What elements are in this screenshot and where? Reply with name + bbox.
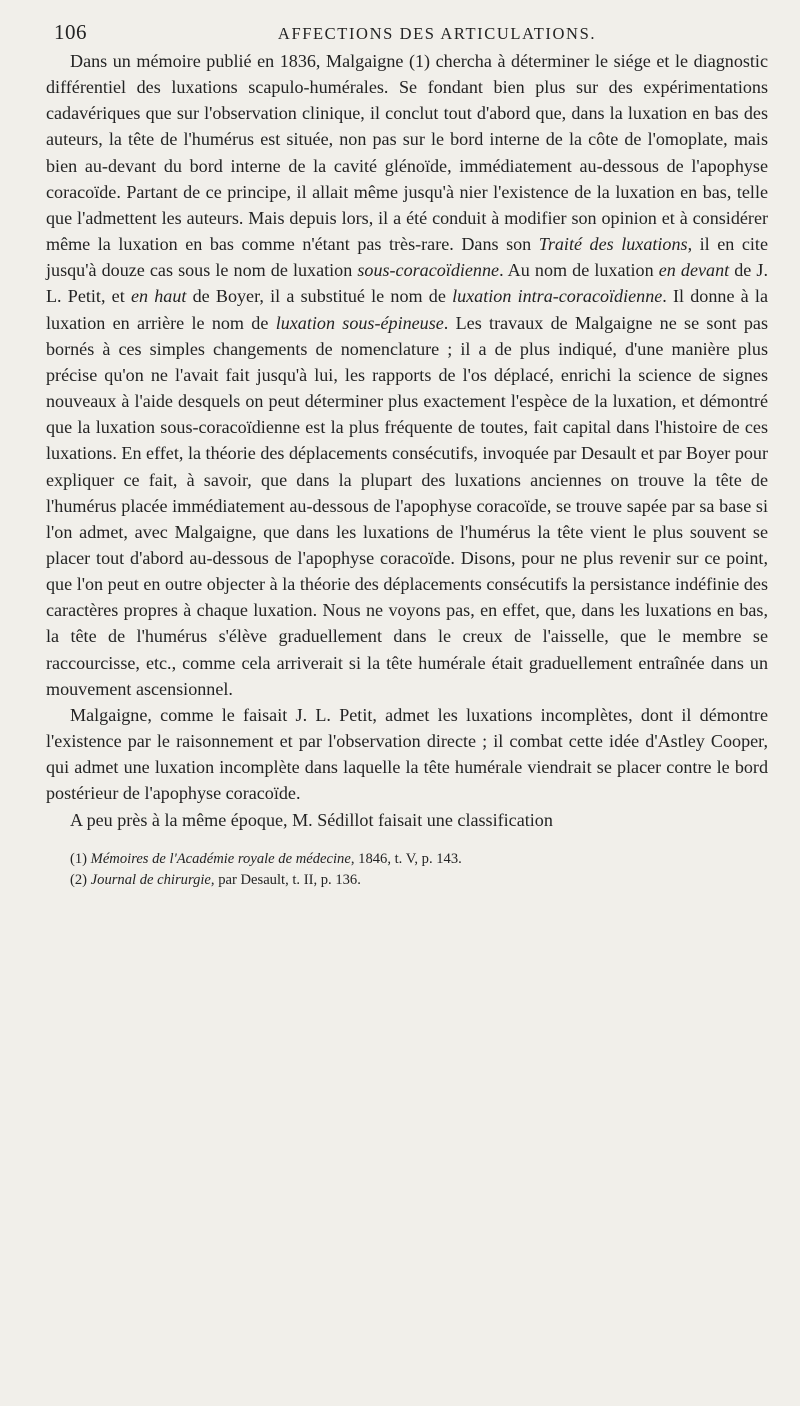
text-run: (1) (70, 850, 91, 867)
text-run: (2) (70, 871, 91, 888)
italic-text: en haut (130, 286, 187, 307)
text-run: , il en cite jusqu'à douze cas sous le nom de luxation (46, 234, 768, 281)
paragraph (46, 702, 768, 807)
text-run: , par Desault, t. II, p. 136. (210, 871, 361, 888)
body-text (46, 48, 768, 833)
text-run: de Boyer, il a substitué le nom de (186, 286, 453, 307)
italic-text: sous-coracoïdienne (357, 260, 500, 281)
page-number: 106 (54, 20, 87, 44)
text-run: , 1846, t. V, p. 143. (350, 850, 462, 867)
paragraph (46, 807, 768, 833)
text-run: A peu près à la même époque, M. Sédillot faisait une classification (70, 809, 553, 830)
italic-text: Mémoires de l'Académie royale de médecine (90, 850, 351, 867)
italic-text: Traité des luxations (538, 234, 688, 255)
text-run: . Les travaux de Malgaigne ne se sont pas bornés à ces simples changements de nomenclature ; il a de plus indiqué, d'une manière plus précise qu'on ne l'avait fait jusqu'à lui, les rapports de l'os déplacé, enrichi la science de signes nouveaux à l'aide desquels on peut déterminer plus exactement l'espèce de la luxation, et démontré que la luxation sous-coracoïdienne est la plus fréquente de toutes, fait capital dans l'histoire de ces luxations. En effet, la théorie des déplacements consécutifs, invoquée par Desault et par Boyer pour expliquer ce fait, à savoir, que dans la plupart des luxations anciennes on trouve la tête de l'humérus placée immédiatement au-dessous de l'apophyse coracoïde, se trouve sapée par sa base si l'on admet, avec Malgaigne, que dans les luxations de l'humérus la tête vient le plus souvent se placer tout d'abord au-dessous de l'apophyse coracoïde. Disons, pour ne plus revenir sur ce point, que l'on peut en outre objecter à la théorie des déplacements consécutifs la persistance indéfinie des caractères propres à chaque luxation. Nous ne voyons pas, en effet, que, dans les luxations en bas, la tête de l'humérus s'élève graduellement dans le creux de l'aisselle, que le membre se raccourcisse, etc., comme cela arriverait si la tête humérale était graduellement entraînée dans un mouvement ascensionnel. (46, 312, 768, 699)
italic-text: Journal de chirurgie (90, 871, 211, 888)
running-title: AFFECTIONS DES ARTICULATIONS. (277, 24, 597, 43)
book-page (46, 18, 768, 1388)
text-run: . Il donne à la luxation en arrière le nom de (46, 286, 768, 333)
text-run: . Au nom de luxation (499, 260, 659, 281)
footnote (46, 870, 768, 891)
italic-text: luxation sous-épineuse (275, 312, 444, 333)
text-run: de J. L. Petit, et (46, 260, 768, 307)
italic-text: luxation intra-coracoïdienne (452, 286, 663, 307)
running-head (46, 18, 768, 48)
paragraph (46, 48, 768, 702)
text-run: Malgaigne, comme le faisait J. L. Petit, admet les luxations incomplètes, dont il démontre l'existence par le raisonnement et par l'observation directe ; il combat cette idée d'Astley Cooper, qui admet une luxation incomplète dans laquelle la tête humérale viendrait se placer contre le bord postérieur de l'apophyse coracoïde. (46, 704, 768, 804)
text-run: Dans un mémoire publié en 1836, Malgaigne (1) chercha à déterminer le siége et le diagnostic différentiel des luxations scapulo-humérales. Se fondant bien plus sur des expérimentations cadavériques que sur l'observation clinique, il conclut tout d'abord que, dans la luxation en bas des auteurs, la tête de l'humérus est située, non pas sur le bord interne de la côte de l'omoplate, mais bien au-devant du bord interne de la cavité glénoïde, immédiatement au-dessous de l'apophyse coracoïde. Partant de ce principe, il allait même jusqu'à nier l'existence de la luxation en bas, telle que l'admettent les auteurs. Mais depuis lors, il a été conduit à modifier son opinion et à considérer même la luxation en bas comme n'étant pas très-rare. Dans son (46, 51, 768, 255)
italic-text: en devant (658, 260, 730, 281)
footnote (46, 849, 768, 870)
footnotes (46, 849, 768, 891)
